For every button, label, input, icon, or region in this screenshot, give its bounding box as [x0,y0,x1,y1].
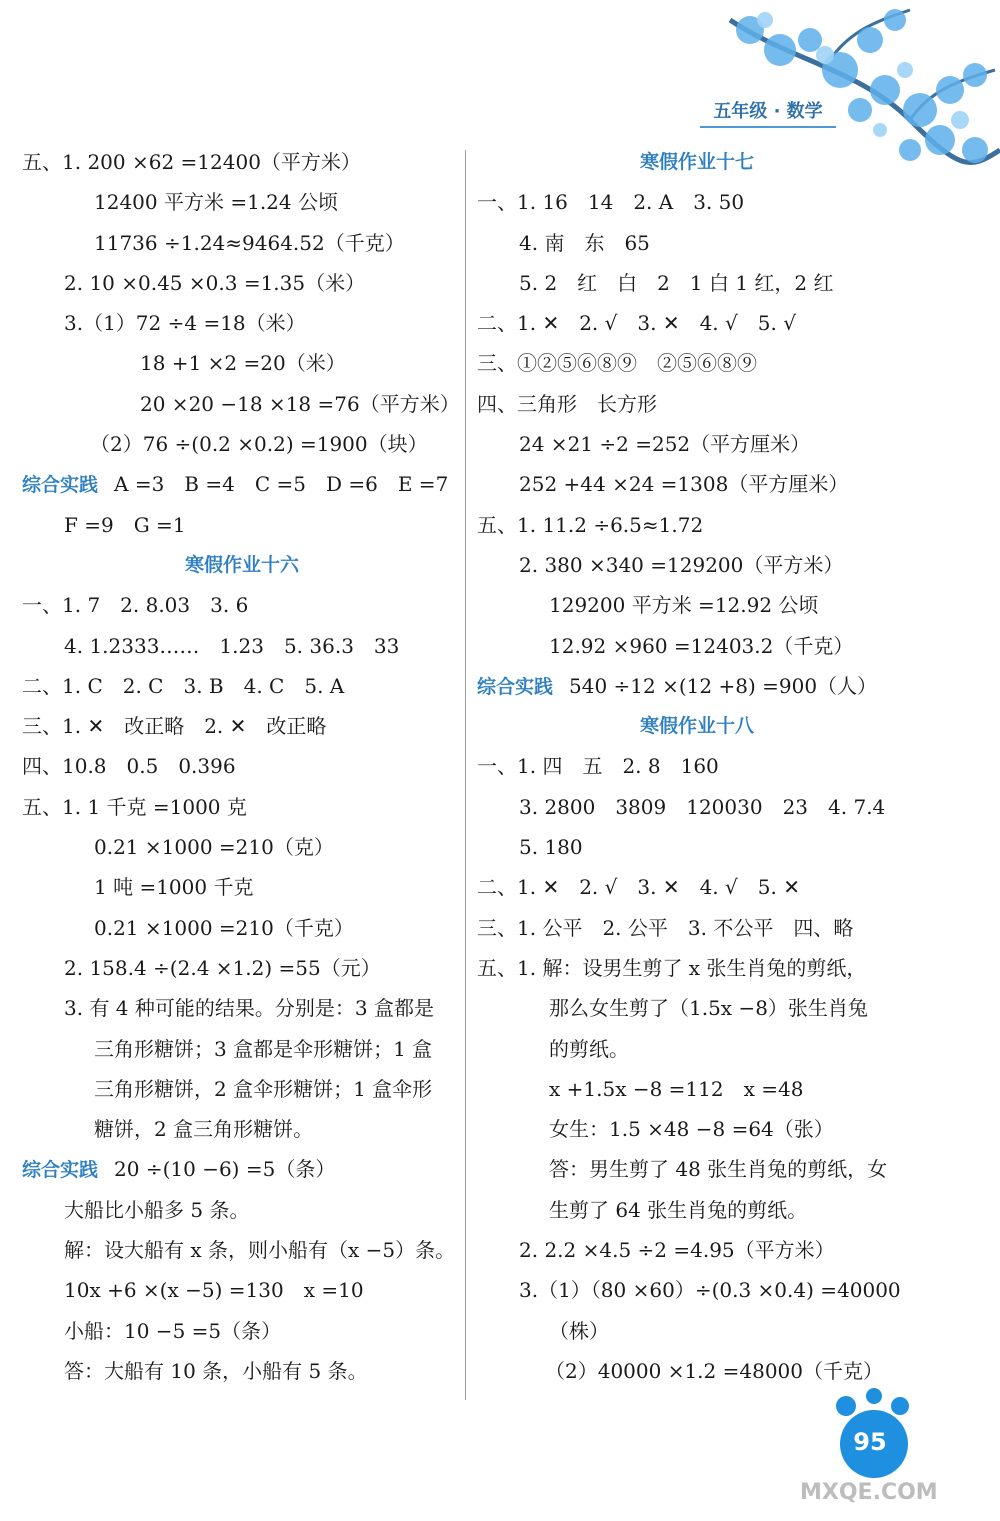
answer-text: 4. 1.2333…… 1.23 5. 36.3 33 [64,633,400,658]
answer-text: 三角形糖饼，2 盒伞形糖饼；1 盒伞形 [94,1076,433,1101]
answer-text: 五、1. 200 ×62 =12400（平方米） [22,150,361,174]
answer-text: 5. 180 [519,835,583,860]
answer-line [22,223,462,263]
answer-text: 三、1. 公平 2. 公平 3. 不公平 四、略 [477,915,854,940]
answer-line [22,666,462,706]
answer-text: 11736 ÷1.24≈9464.52（千克） [94,230,405,255]
answer-text: 24 ×21 ÷2 =252（平方厘米） [519,432,811,457]
answer-text: 12.92 ×960 =12403.2（千克） [549,633,854,658]
answer-text: 二、1. ✕ 2. √ 3. ✕ 4. √ 5. √ [477,311,796,336]
answer-line [22,424,462,464]
answer-text: 3.（1）72 ÷4 =18（米） [64,311,306,336]
answer-text: 三、①②⑤⑥⑧⑨ ②⑤⑥⑧⑨ [477,351,757,376]
answer-text: 4. 南 东 65 [519,230,650,255]
answer-text: 0.21 ×1000 =210（克） [94,835,334,860]
answer-text: 那么女生剪了（1.5x −8）张生肖兔 [549,996,868,1021]
answer-text: 大船比小船多 5 条。 [64,1197,250,1222]
answer-text: 解：设大船有 x 条，则小船有（x −5）条。 [64,1238,456,1263]
answer-text: 小船：10 −5 =5（条） [64,1318,282,1343]
answer-line [22,1351,462,1391]
answer-line [22,1190,462,1230]
answer-line [22,746,462,786]
answer-line [477,424,917,464]
answer-text: 糖饼，2 盒三角形糖饼。 [94,1117,314,1142]
answer-text: 12400 平方米 =1.24 公顷 [94,190,338,215]
section-heading: 寒假作业十七 [639,151,754,173]
answer-line [22,182,462,222]
answer-text: 20 ÷(10 −6) =5（条） [114,1157,336,1182]
answer-text: 四、三角形 长方形 [477,391,657,416]
left-column [22,142,462,1391]
answer-line [22,626,462,666]
answer-line [477,948,917,988]
answer-line [477,263,917,303]
answer-text: 5. 2 红 白 2 1 白 1 红，2 红 [519,270,834,295]
answer-line [477,1190,917,1230]
answer-text: F =9 G =1 [64,512,186,537]
answer-line [22,867,462,907]
answer-line [477,908,917,948]
answer-text: 答：大船有 10 条，小船有 5 条。 [64,1358,368,1383]
answer-text: 129200 平方米 =12.92 公顷 [549,593,819,618]
answer-text: 的剪纸。 [549,1036,629,1061]
answer-line [22,1230,462,1270]
column-divider [465,150,466,1400]
answer-line [477,988,917,1028]
answer-line [22,1149,462,1189]
answer-text: （2）76 ÷(0.2 ×0.2) =1900（块） [90,432,428,457]
answer-line [22,303,462,343]
answer-line [22,908,462,948]
answer-line [477,787,917,827]
answer-text: 3. 2800 3809 120030 23 4. 7.4 [519,794,886,819]
answer-text: 2. 10 ×0.45 ×0.3 =1.35（米） [64,270,366,295]
section-heading: 寒假作业十八 [639,715,754,738]
answer-line [22,142,462,182]
page-number: 95 [853,1428,887,1456]
watermark: MXQE.COM [800,1480,938,1505]
answer-line [477,1230,917,1270]
answer-line [22,505,462,545]
answer-line [477,585,917,625]
answer-text: 10x +6 ×(x −5) =130 x =10 [64,1278,364,1303]
answer-text: 四、10.8 0.5 0.396 [22,754,236,779]
answer-text: 一、1. 16 14 2. A 3. 50 [477,190,745,215]
answer-line [477,746,917,786]
answer-line [477,384,917,424]
practice-label: 综合实践 [477,675,554,698]
answer-line [477,1109,917,1149]
answer-line [477,464,917,504]
answer-text: 3.（1）（80 ×60）÷(0.3 ×0.4) =40000 [519,1278,901,1303]
answer-text: 20 ×20 −18 ×18 =76（平方米） [140,391,460,416]
answer-text: 2. 158.4 ÷(2.4 ×1.2) =55（元） [64,955,381,980]
answer-line [477,867,917,907]
answer-text: 二、1. ✕ 2. √ 3. ✕ 4. √ 5. ✕ [477,875,800,900]
answer-line [22,1109,462,1149]
answer-line [22,1270,462,1310]
answer-line [477,1029,917,1069]
answer-text: 18 +1 ×2 =20（米） [140,351,346,376]
answer-text: 五、1. 1 千克 =1000 克 [22,794,247,819]
answer-line [22,706,462,746]
answer-text: （2）40000 ×1.2 =48000（千克） [545,1358,884,1383]
answer-line [477,545,917,585]
answer-line [477,1270,917,1310]
answer-text: 女生：1.5 ×48 −8 =64（张） [549,1117,834,1142]
answer-text: 三角形糖饼；3 盒都是伞形糖饼；1 盒 [94,1036,433,1061]
answer-text: （株） [549,1318,609,1343]
answer-text: 一、1. 7 2. 8.03 3. 6 [22,593,249,618]
answer-line [477,1069,917,1109]
answer-line [477,505,917,545]
answer-text: 五、1. 11.2 ÷6.5≈1.72 [477,512,704,537]
answer-line [22,827,462,867]
answer-line [22,988,462,1028]
answer-line [22,464,462,504]
answer-text: x +1.5x −8 =112 x =48 [549,1076,804,1101]
answer-text: 3. 有 4 种可能的结果。分别是：3 盒都是 [64,996,434,1021]
answer-text: 252 +44 ×24 =1308（平方厘米） [519,472,849,497]
answer-text: 一、1. 四 五 2. 8 160 [477,754,719,779]
answer-text: 2. 2.2 ×4.5 ÷2 =4.95（平方米） [519,1238,835,1263]
answer-line [22,585,462,625]
answer-text: 2. 380 ×340 =129200（平方米） [519,552,844,577]
answer-line [477,1311,917,1351]
answer-line [477,1149,917,1189]
answer-line [22,1311,462,1351]
answer-text: 1 吨 =1000 千克 [94,875,254,900]
answer-line [477,223,917,263]
answer-line [22,948,462,988]
practice-label: 综合实践 [22,474,99,497]
answer-line [477,303,917,343]
practice-label: 综合实践 [22,1159,99,1182]
answer-line [22,1029,462,1069]
right-column [477,142,917,1391]
answer-line [477,343,917,383]
answer-line [22,263,462,303]
answer-line [22,343,462,383]
answer-text: 五、1. 解：设男生剪了 x 张生肖兔的剪纸， [477,955,867,980]
answer-text: 三、1. ✕ 改正略 2. ✕ 改正略 [22,714,327,739]
answer-line [477,626,917,666]
answer-line [477,182,917,222]
answer-line [22,787,462,827]
answer-text: 答：男生剪了 48 张生肖兔的剪纸，女 [549,1157,888,1182]
answer-text: 二、1. C 2. C 3. B 4. C 5. A [22,673,345,698]
answer-text: 生剪了 64 张生肖兔的剪纸。 [549,1197,808,1222]
answer-line [22,384,462,424]
answer-line [477,827,917,867]
section-heading: 寒假作业十六 [184,553,299,576]
answer-line [22,1069,462,1109]
answer-text: 0.21 ×1000 =210（千克） [94,915,354,940]
answer-text: A =3 B =4 C =5 D =6 E =7 [114,472,449,497]
answer-line [477,666,917,706]
grade-subject-label: 五年级 · 数学 [700,100,836,128]
answer-text: 540 ÷12 ×(12 +8) =900（人） [569,673,878,698]
